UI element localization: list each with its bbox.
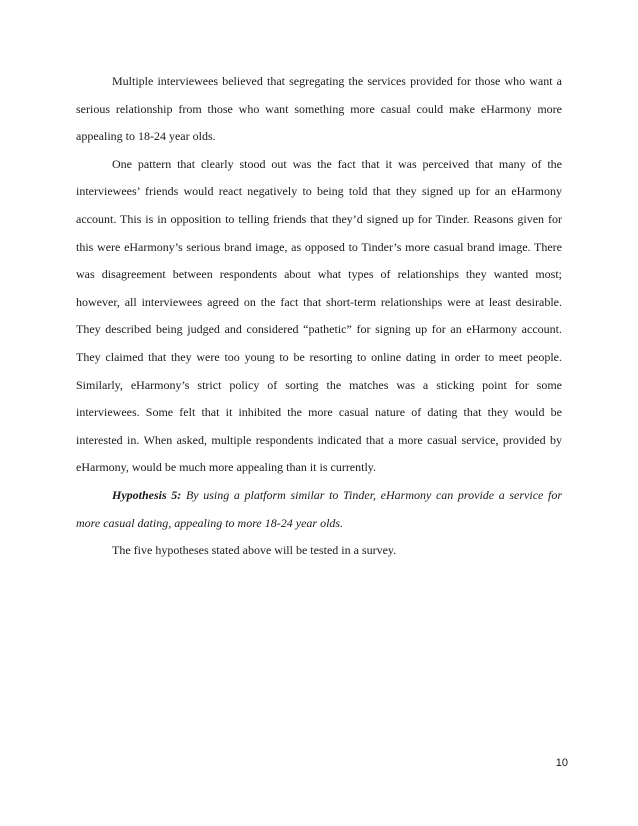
hypothesis-label: Hypothesis 5: bbox=[112, 487, 182, 502]
closing-sentence: The five hypotheses stated above will be tested in a survey. bbox=[112, 543, 397, 558]
hypothesis-5 bbox=[76, 482, 562, 537]
body-text bbox=[76, 68, 562, 565]
paragraph-friends-reaction: One pattern that clearly stood out was the fact that it was perceived that many of the interviewees’ friends would react negatively to being told that they signed up for an eHarmony account. This is in opposition to telling friends that they’d signed up for Tinder. Reasons given for this were eHarmony’s serious brand image, as opposed to Tinder’s more casual brand image. There was disagreement between respondents about what types of relationships they wanted most; however, all interviewees agreed on the fact that short-term relationships were at least desirable. They described being judged and considered “pathetic” for signing up for an eHarmony account. They claimed that they were too young to be resorting to online dating in order to meet people. Similarly, eHarmony’s strict policy of sorting the matches was a sticking point for some interviewees. Some felt that it inhibited the more casual nature of dating that they would be interested in. When asked, multiple respondents indicated that a more casual service, provided by eHarmony, would be much more appealing than it is currently. bbox=[76, 156, 562, 475]
page-number: 10 bbox=[555, 757, 568, 769]
hypothesis-text: By using a platform similar to Tinder, eHarmony can provide a service for more casual dating, appealing to more 18-24 year olds. bbox=[76, 487, 563, 530]
paragraph-segregating-services: Multiple interviewees believed that segregating the services provided for those who want a serious relationship from those who want something more casual could make eHarmony more appealing to 18-24 year olds. bbox=[76, 74, 562, 144]
